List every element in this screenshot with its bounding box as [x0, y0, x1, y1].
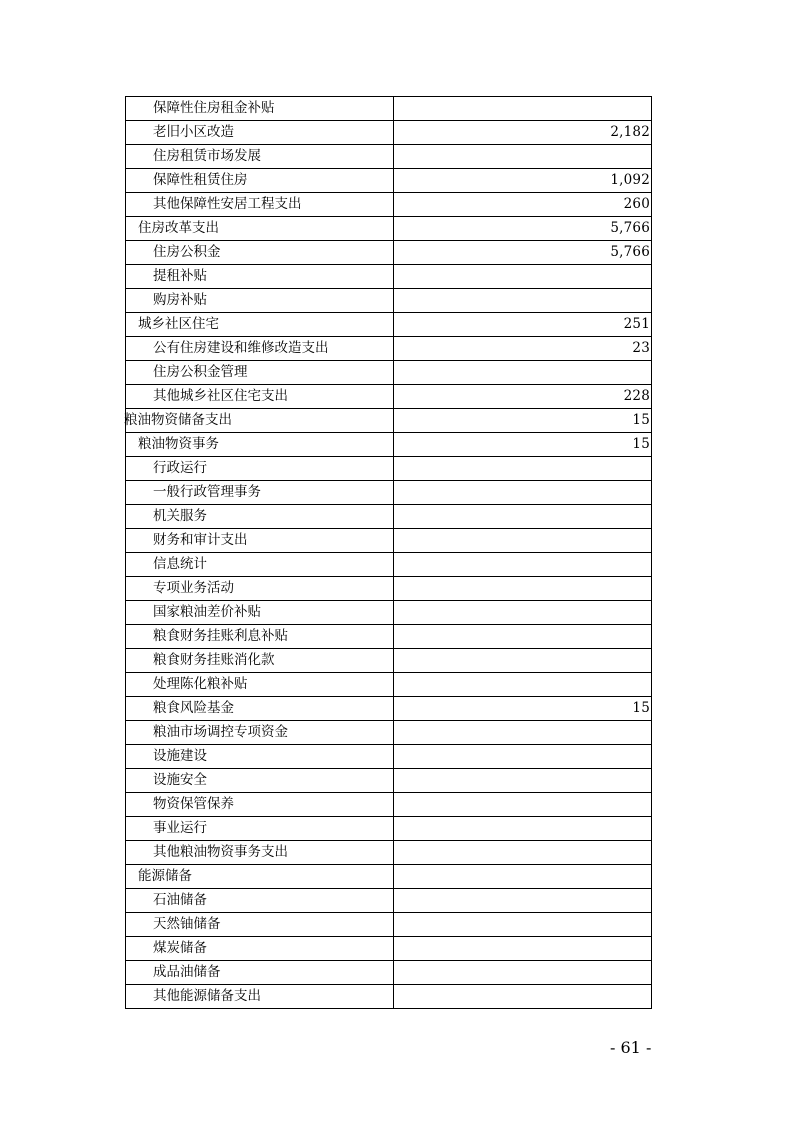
table-row	[126, 337, 652, 361]
row-item-label: 事业运行	[153, 820, 207, 836]
table-row	[126, 625, 652, 649]
row-item-label: 城乡社区住宅	[138, 316, 219, 332]
table-row	[126, 649, 652, 673]
table-row	[126, 385, 652, 409]
row-item-amount	[394, 649, 652, 673]
row-item-name	[126, 433, 394, 457]
table-row	[126, 145, 652, 169]
row-item-amount	[394, 865, 652, 889]
row-item-amount	[394, 505, 652, 529]
row-item-name	[126, 169, 394, 193]
row-item-name	[126, 145, 394, 169]
row-item-amount	[394, 289, 652, 313]
table-row	[126, 961, 652, 985]
table-row	[126, 361, 652, 385]
table-row	[126, 97, 652, 121]
row-item-label: 成品油储备	[153, 964, 221, 980]
row-item-name	[126, 361, 394, 385]
table-row	[126, 937, 652, 961]
row-item-amount	[394, 937, 652, 961]
row-item-amount	[394, 97, 652, 121]
row-item-amount	[394, 985, 652, 1009]
row-item-amount	[394, 601, 652, 625]
row-item-amount	[394, 793, 652, 817]
row-item-amount	[394, 145, 652, 169]
row-item-amount: 260	[394, 193, 652, 217]
table-row	[126, 313, 652, 337]
row-item-amount	[394, 961, 652, 985]
table-row	[126, 193, 652, 217]
row-item-label: 其他能源储备支出	[153, 988, 261, 1004]
row-item-label: 石油储备	[153, 892, 207, 908]
row-item-amount: 2,182	[394, 121, 652, 145]
table-row	[126, 841, 652, 865]
row-item-label: 天然铀储备	[153, 916, 221, 932]
row-item-name	[126, 289, 394, 313]
row-item-name	[126, 889, 394, 913]
row-item-amount	[394, 265, 652, 289]
row-item-amount: 1,092	[394, 169, 652, 193]
row-item-name	[126, 649, 394, 673]
row-item-amount	[394, 457, 652, 481]
row-item-amount: 5,766	[394, 241, 652, 265]
row-item-name	[126, 265, 394, 289]
row-item-label: 信息统计	[153, 556, 207, 572]
table-row	[126, 721, 652, 745]
row-item-name	[126, 121, 394, 145]
table-row	[126, 409, 652, 433]
row-item-name	[126, 769, 394, 793]
row-item-name	[126, 721, 394, 745]
table-row	[126, 505, 652, 529]
row-item-label: 其他城乡社区住宅支出	[153, 388, 288, 404]
row-item-label: 机关服务	[153, 508, 207, 524]
row-item-amount: 228	[394, 385, 652, 409]
row-item-label: 国家粮油差价补贴	[153, 604, 261, 620]
row-item-label: 设施安全	[153, 772, 207, 788]
row-item-name	[126, 625, 394, 649]
row-item-name	[126, 505, 394, 529]
row-item-label: 粮油物资储备支出	[124, 412, 232, 428]
row-item-label: 粮油物资事务	[138, 436, 219, 452]
row-item-amount: 251	[394, 313, 652, 337]
row-item-name	[126, 817, 394, 841]
table-row	[126, 289, 652, 313]
row-item-name	[126, 937, 394, 961]
row-item-amount: 23	[394, 337, 652, 361]
row-item-name	[126, 337, 394, 361]
table-row	[126, 889, 652, 913]
table-body	[126, 97, 652, 1009]
row-item-name	[126, 193, 394, 217]
row-item-label: 住房公积金管理	[153, 364, 248, 380]
row-item-label: 保障性住房租金补贴	[153, 100, 275, 116]
table-row	[126, 481, 652, 505]
row-item-amount: 15	[394, 697, 652, 721]
row-item-name	[126, 553, 394, 577]
row-item-name	[126, 217, 394, 241]
row-item-amount	[394, 913, 652, 937]
table-row	[126, 169, 652, 193]
table-row	[126, 769, 652, 793]
page-number: - 61 -	[610, 1038, 652, 1057]
row-item-label: 住房改革支出	[138, 220, 219, 236]
table-row	[126, 121, 652, 145]
row-item-name	[126, 961, 394, 985]
row-item-label: 其他保障性安居工程支出	[153, 196, 302, 212]
row-item-amount	[394, 361, 652, 385]
table-row	[126, 217, 652, 241]
table-row	[126, 697, 652, 721]
table-row	[126, 817, 652, 841]
row-item-label: 煤炭储备	[153, 940, 207, 956]
row-item-label: 一般行政管理事务	[153, 484, 261, 500]
row-item-label: 购房补贴	[153, 292, 207, 308]
row-item-name	[126, 673, 394, 697]
row-item-amount	[394, 745, 652, 769]
row-item-amount	[394, 481, 652, 505]
row-item-label: 提租补贴	[153, 268, 207, 284]
table-row	[126, 433, 652, 457]
row-item-label: 老旧小区改造	[153, 124, 234, 140]
row-item-amount	[394, 625, 652, 649]
row-item-name	[126, 865, 394, 889]
table-row	[126, 601, 652, 625]
budget-table	[125, 96, 652, 1009]
table-row	[126, 553, 652, 577]
row-item-name	[126, 385, 394, 409]
row-item-amount: 5,766	[394, 217, 652, 241]
row-item-amount	[394, 529, 652, 553]
row-item-amount	[394, 889, 652, 913]
row-item-name	[126, 241, 394, 265]
row-item-label: 专项业务活动	[153, 580, 234, 596]
table-row	[126, 985, 652, 1009]
row-item-label: 财务和审计支出	[153, 532, 248, 548]
row-item-label: 住房租赁市场发展	[153, 148, 261, 164]
table-row	[126, 793, 652, 817]
row-item-name	[126, 793, 394, 817]
row-item-name	[126, 841, 394, 865]
table-row	[126, 529, 652, 553]
row-item-name	[126, 601, 394, 625]
row-item-name	[126, 457, 394, 481]
table-row	[126, 241, 652, 265]
row-item-label: 粮食风险基金	[153, 700, 234, 716]
row-item-name	[126, 529, 394, 553]
row-item-amount	[394, 673, 652, 697]
row-item-name	[126, 577, 394, 601]
table-row	[126, 913, 652, 937]
row-item-label: 公有住房建设和维修改造支出	[153, 340, 329, 356]
row-item-name	[126, 409, 394, 433]
table-row	[126, 865, 652, 889]
row-item-amount	[394, 721, 652, 745]
row-item-label: 住房公积金	[153, 244, 221, 260]
row-item-amount	[394, 577, 652, 601]
row-item-name	[126, 913, 394, 937]
row-item-label: 行政运行	[153, 460, 207, 476]
row-item-label: 能源储备	[138, 868, 192, 884]
table-row	[126, 457, 652, 481]
row-item-name	[126, 481, 394, 505]
row-item-label: 粮食财务挂账利息补贴	[153, 628, 288, 644]
row-item-amount: 15	[394, 433, 652, 457]
row-item-name	[126, 985, 394, 1009]
row-item-label: 其他粮油物资事务支出	[153, 844, 288, 860]
table-row	[126, 745, 652, 769]
row-item-label: 粮食财务挂账消化款	[153, 652, 275, 668]
row-item-label: 处理陈化粮补贴	[153, 676, 248, 692]
row-item-amount	[394, 769, 652, 793]
row-item-label: 保障性租赁住房	[153, 172, 248, 188]
row-item-amount	[394, 553, 652, 577]
row-item-name	[126, 97, 394, 121]
row-item-label: 设施建设	[153, 748, 207, 764]
row-item-name	[126, 313, 394, 337]
row-item-name	[126, 697, 394, 721]
table-row	[126, 673, 652, 697]
row-item-label: 粮油市场调控专项资金	[153, 724, 288, 740]
row-item-amount: 15	[394, 409, 652, 433]
row-item-amount	[394, 817, 652, 841]
row-item-amount	[394, 841, 652, 865]
row-item-name	[126, 745, 394, 769]
table-row	[126, 577, 652, 601]
table-row	[126, 265, 652, 289]
row-item-label: 物资保管保养	[153, 796, 234, 812]
